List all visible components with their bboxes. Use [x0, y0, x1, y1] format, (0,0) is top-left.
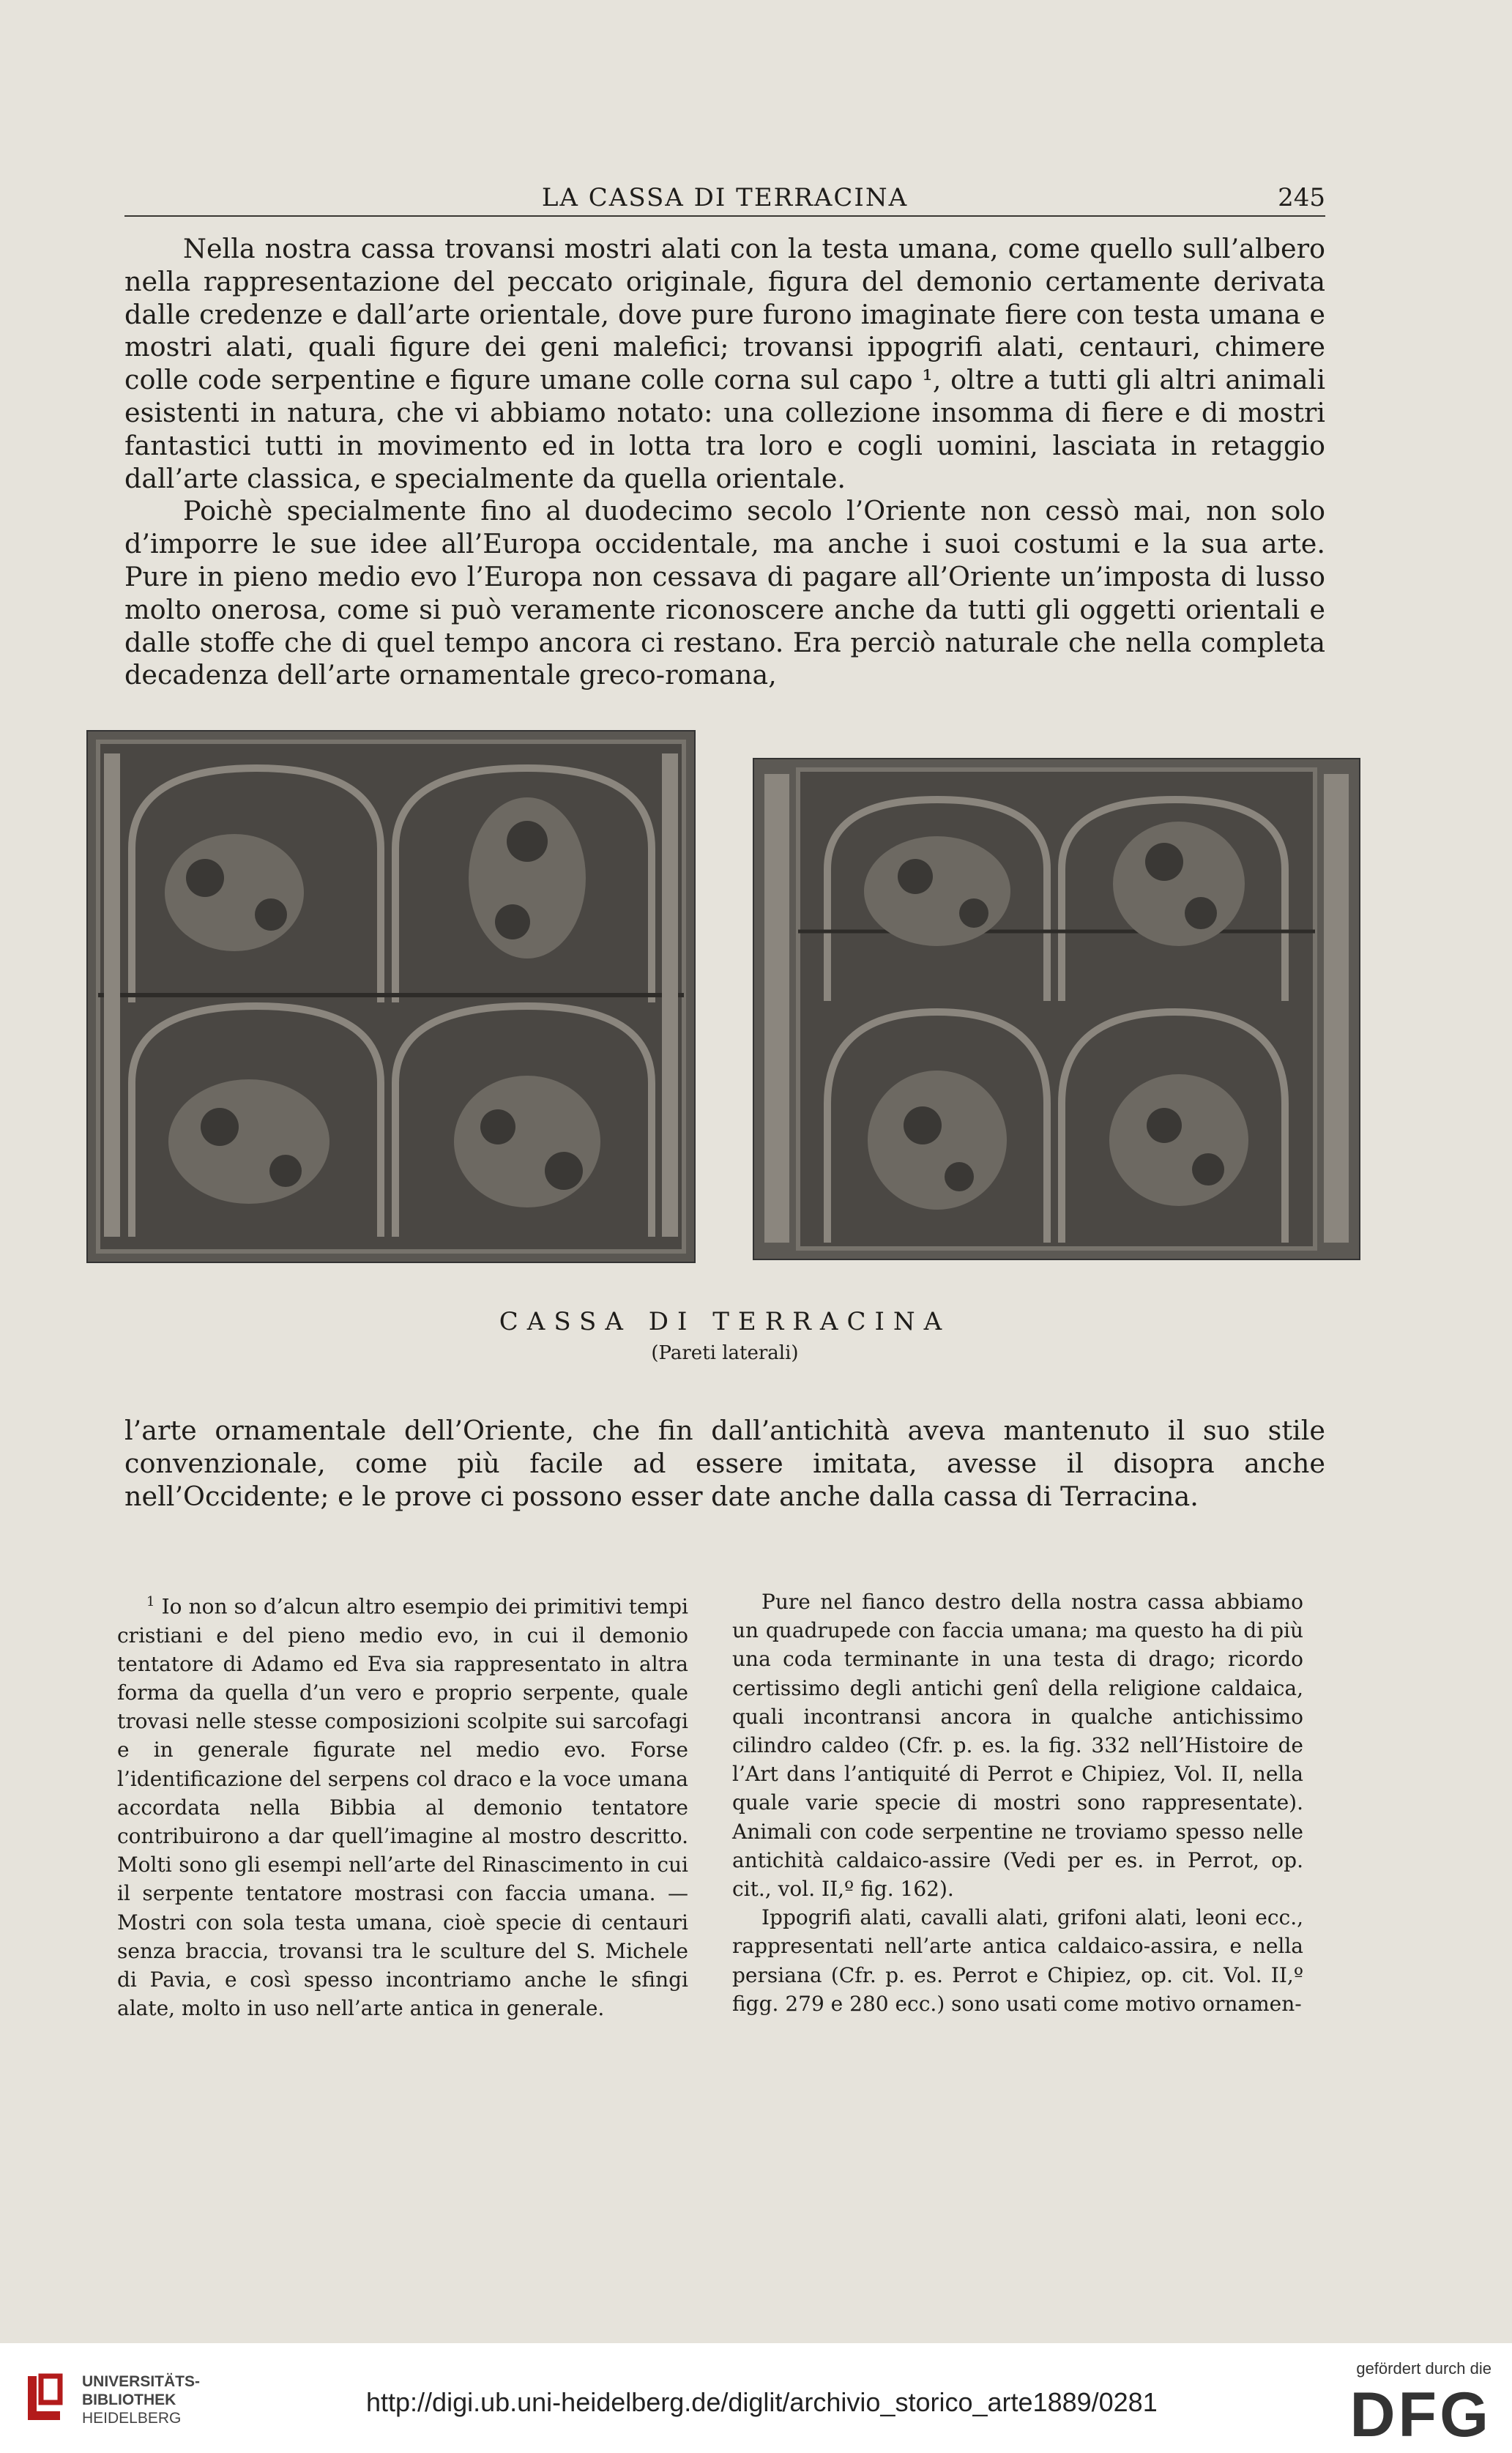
footnote [117, 1587, 688, 2022]
figure-right-panel [753, 758, 1360, 1260]
university-library-logo-icon [15, 2369, 73, 2427]
digitization-footer [0, 2343, 1512, 2453]
running-title: LA CASSA DI TERRACINA [541, 183, 909, 212]
footnote-mark: 1 [146, 1594, 155, 1609]
carved-panel-right-image [754, 759, 1359, 1259]
permalink-url[interactable]: http://digi.ub.uni-heidelberg.de/diglit/archivio_storico_arte1889/0281 [366, 2387, 1158, 2417]
paragraph-3: l’arte ornamentale dell’Oriente, che fin dall’antichità aveva mantenuto il suo stile convenzionale, come più facile ad essere imitata, avesse il disopra anche nell’Occidente; e le prove ci possono esser date anche dalla cassa di Terracina. [124, 1415, 1325, 1512]
running-head [124, 183, 1325, 217]
right-column-paragraph-2: Ippogrifi alati, cavalli alati, grifoni alati, leoni ecc., rappresentati nell’arte antica caldaico-assira, e nella persiana (Cfr. p. es. Perrot e Chipiez, op. cit. Vol. II,º figg. 279 e 280 ecc.) sono usati come motivo ornamen- [732, 1905, 1303, 2016]
footnote-text: Io non so d’alcun altro esempio dei primitivi tempi cristiani e del pieno medio evo, in cui il demonio tentatore di Adamo ed Eva sia rappresentato in altra forma da quella d’un vero e proprio serpente, quale trovasi nelle stesse composizioni scolpite sui sarcofagi e in generale figurate nel medio evo. Forse l’identificazione del serpens col draco e la voce umana accordata nella Bibbia al demonio tentatore contribuirono a dar quell’imagine al mostro descritto. Molti sono gli esempi nell’arte del Rinascimento in cui il serpente tentatore mostrasi con faccia umana. — Mostri con sola testa umana, cioè specie di centauri senza braccia, trovansi tra le sculture del S. Michele di Pavia, e così spesso incontriamo anche le sfingi alate, molto in uso nell’arte antica in generale. [117, 1594, 689, 2021]
paragraph-2: Poichè specialmente fino al duodecimo secolo l’Oriente non cessò mai, non solo d’imporre le sue idee all’Europa occidentale, ma anche i suoi costumi e la sua arte. Pure in pieno medio evo l’Europa non cessava di pagare all’Oriente un’imposta di lusso molto onerosa, come si può veramente riconoscere anche da tutti gli oggetti orientali e dalle stoffe che di quel tempo ancora ci restano. Era perciò naturale che nella completa decadenza dell’arte ornamentale greco-romana, [124, 495, 1325, 691]
footnote-column [117, 1587, 688, 2022]
funded-by-label: gefördert durch die [1356, 2359, 1491, 2378]
right-column-paragraph-1: Pure nel fianco destro della nostra cassa abbiamo un quadrupede con faccia umana; ma questo ha di più una coda terminante in una testa di drago; ricordo certissimo degli antichi genî della religione caldaica, quali incontransi ancora in qualche antichissimo cilindro caldeo (Cfr. p. es. la fig. 332 nell’Histoire de l’Art dans l’antiquité di Perrot e Chipiez, Vol. II, nella quale varie specie di mostri sono rappresentate). Animali con code serpentine ne troviamo spesso nelle antichità caldaico-assire (Vedi per es. in Perrot, op. cit., vol. II,º fig. 162). [732, 1590, 1303, 1902]
body-text-top [124, 233, 1325, 692]
figure-caption [124, 1307, 1325, 1364]
right-column [732, 1587, 1303, 2018]
figure-left-panel [86, 730, 696, 1263]
caption-subtitle: (Pareti laterali) [651, 1342, 799, 1364]
page-number: 245 [1278, 183, 1325, 212]
dfg-logo: DFG [1349, 2380, 1491, 2450]
university-library-name: UNIVERSITÄTS- BIBLIOTHEK HEIDELBERG [82, 2373, 201, 2427]
body-text-bottom [124, 1415, 1325, 1513]
caption-title: CASSA DI TERRACINA [499, 1307, 951, 1336]
carved-panel-left-image [88, 732, 694, 1262]
paragraph-1: Nella nostra cassa trovansi mostri alati con la testa umana, come quello sull’albero nella rappresentazione del peccato originale, figura del demonio certamente derivata dalle credenze e dall’arte orientale, dove pure furono imaginate fiere con testa umana e mostri alati, quali figure dei geni malefici; trovansi ippogrifi alati, centauri, chimere colle code serpentine e figure umane colle corna sul capo ¹, oltre a tutti gli altri animali esistenti in natura, che vi abbiamo notato: una collezione insomma di fiere e di mostri fantastici tutti in movimento ed in lotta tra loro e cogli uomini, lasciata in retaggio dall’arte classica, e specialmente da quella orientale. [124, 233, 1325, 494]
